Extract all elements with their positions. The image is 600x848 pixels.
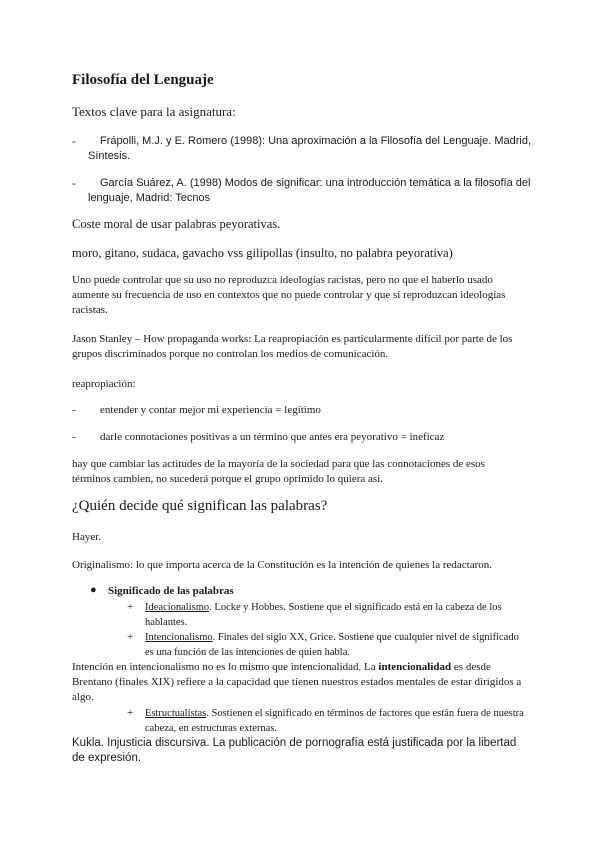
paragraph-control: Uno puede controlar que su uso no reproduzca ideologías racistas, pero no que el haberlo usado aumente su frecuencia de uso en contextos que no puede controlar y que sí reproduzcan ideologías racistas.	[72, 274, 506, 316]
plus-marker-ideacionalismo: +	[127, 601, 134, 613]
originalismo-line: Originalismo: lo que importa acerca de la Constitución es la intención de quienes la redactaron.	[72, 559, 492, 571]
hayer-line: Hayer.	[72, 531, 102, 543]
moro-line: moro, gitano, sudaca, gavacho vss gilipollas (insulto, no palabra peyorativa)	[72, 246, 453, 260]
significado-label: Significado de las palabras	[108, 585, 234, 597]
plus-marker-estructuralistas: +	[127, 707, 134, 719]
kukla-paragraph: Kukla. Injusticia discursiva. La publicación de pornografía está justificada por la libertad de expresión.	[72, 737, 517, 764]
paragraph-intencion	[72, 660, 527, 705]
sub-item-intencionalismo	[145, 630, 525, 660]
bib-entry-1: Frápolli, M.J. y E. Romero (1998): Una aproximación a la Filosofía del Lenguaje. Madrid, Síntesis.	[88, 135, 532, 162]
coste-heading: Coste moral de usar palabras peyorativas.	[72, 217, 281, 231]
bib-marker-1: -	[72, 136, 76, 148]
sub-item-ideacionalismo	[145, 600, 525, 630]
bib-marker-2: -	[72, 178, 76, 190]
estructuralistas-desc: . Sostienen el significado en términos de factores que están fuera de nuestra cabeza, en estructuras externas.	[145, 708, 524, 734]
intencion-before: Intención en intencionalismo no es lo mismo que intencionalidad. La	[72, 661, 379, 673]
reapropiacion-label: reapropiación:	[72, 378, 136, 390]
bib-entry-2: García Suárez, A. (1998) Modos de significar: una introducción temática a la filosofía del lenguaje, Madrid: Tecnos	[88, 177, 531, 204]
intencion-after: es desde Brentano (finales XIX) refiere a la capacidad que tienen nuestros estados mentales de estar dirigidos a algo.	[72, 661, 522, 703]
question-heading: ¿Quién decide qué significan las palabras?	[72, 498, 328, 514]
estructuralistas-term: Estructualistas	[145, 708, 207, 719]
intencionalidad-term: intencionalidad	[378, 661, 452, 673]
intencionalismo-desc: . Finales del siglo XX, Grice. Sostiene que cualquier nivel de significado es una función de las intenciones de quien habla.	[145, 632, 519, 658]
document-title: Filosofía del Lenguaje	[72, 72, 214, 88]
paragraph-cambiar: hay que cambiar las actitudes de la mayoría de la sociedad para que las connotaciones de esos términos cambien, no sucederá porque el grupo oprimido lo quiera así.	[72, 458, 485, 485]
document-subtitle: Textos clave para la asignatura:	[72, 104, 236, 119]
reapropiacion-marker-1: -	[72, 404, 76, 416]
plus-marker-intencionalismo: +	[127, 631, 134, 643]
reapropiacion-item-1: entender y contar mejor mi experiencia = legítimo	[100, 404, 321, 416]
reapropiacion-item-2: darle connotaciones positivas a un término que antes era peyorativo = ineficaz	[100, 431, 445, 443]
ideacionalismo-desc: . Locke y Hobbes. Sostiene que el significado está en la cabeza de los hablantes.	[145, 602, 502, 628]
reapropiacion-marker-2: -	[72, 431, 76, 443]
bullet-marker: ●	[90, 584, 97, 596]
ideacionalismo-term: Ideacionalismo	[145, 602, 210, 613]
paragraph-stanley: Jason Stanley – How propaganda works: La reapropiación es particularmente difícil por parte de los grupos discriminados porque no controlan los medios de comunicación.	[72, 333, 513, 360]
intencionalismo-term: Intencionalismo	[145, 632, 213, 643]
sub-item-estructuralistas	[145, 706, 525, 736]
